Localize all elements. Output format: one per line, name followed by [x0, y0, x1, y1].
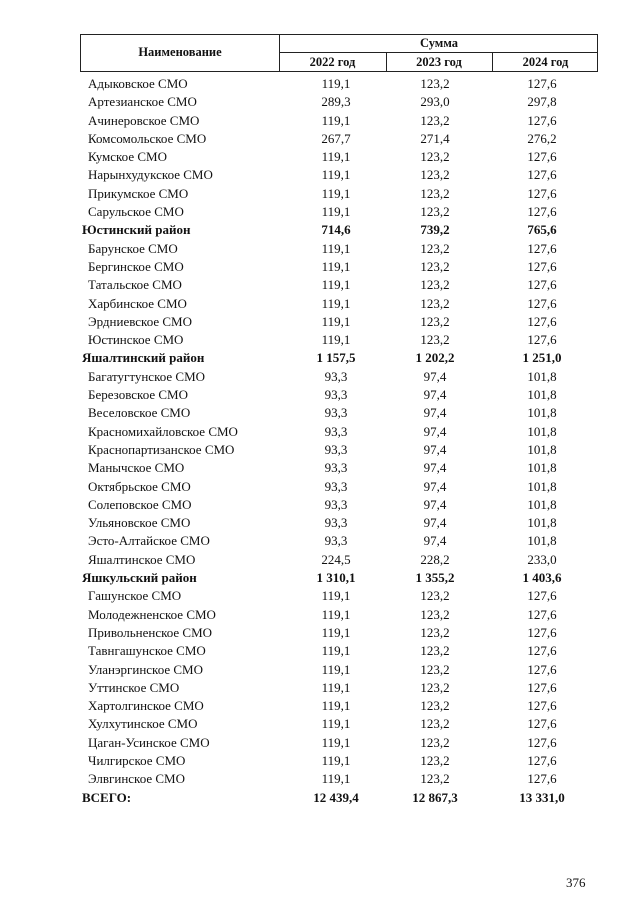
table-row [0, 698, 640, 716]
row-value-2022: 12 439,4 [313, 789, 359, 805]
row-value-2024: 101,8 [527, 478, 557, 494]
row-name: Эсто-Алтайское СМО [88, 533, 210, 549]
row-value-2023: 1 202,2 [415, 350, 455, 366]
row-value-2024: 127,6 [527, 606, 557, 622]
table-row [0, 460, 640, 478]
row-name: Юстинский район [82, 222, 191, 238]
row-value-2022: 119,1 [321, 112, 351, 128]
row-value-2022: 119,1 [321, 661, 351, 677]
row-value-2023: 123,2 [420, 295, 450, 311]
row-value-2024: 127,6 [527, 332, 557, 348]
row-name: Уттинское СМО [88, 679, 180, 695]
row-value-2022: 119,1 [321, 624, 351, 640]
row-value-2023: 97,4 [423, 515, 447, 531]
row-value-2022: 119,1 [321, 167, 351, 183]
table-row [0, 753, 640, 771]
row-value-2024: 127,6 [527, 258, 557, 274]
row-value-2023: 228,2 [420, 551, 450, 567]
row-value-2024: 101,8 [527, 423, 557, 439]
table-row [0, 497, 640, 515]
row-name: Сарульское СМО [88, 204, 184, 220]
row-value-2023: 1 355,2 [415, 570, 455, 586]
row-name: Краснопартизанское СМО [88, 441, 235, 457]
row-name: Яшалтинское СМО [88, 551, 196, 567]
row-value-2024: 276,2 [527, 130, 557, 146]
row-value-2022: 714,6 [321, 222, 351, 238]
row-value-2023: 123,2 [420, 752, 450, 768]
row-value-2023: 97,4 [423, 460, 447, 476]
row-value-2022: 93,3 [324, 533, 348, 549]
row-value-2023: 12 867,3 [412, 789, 458, 805]
row-name: Красномихайловское СМО [88, 423, 238, 439]
row-value-2024: 233,0 [527, 551, 557, 567]
row-name: Уланэргинское СМО [88, 661, 204, 677]
row-value-2022: 119,1 [321, 295, 351, 311]
row-value-2024: 13 331,0 [519, 789, 565, 805]
table-row-total [0, 222, 640, 240]
row-value-2024: 297,8 [527, 94, 557, 110]
table-row [0, 643, 640, 661]
row-value-2024: 101,8 [527, 515, 557, 531]
table-row [0, 369, 640, 387]
row-value-2024: 1 251,0 [522, 350, 562, 366]
table-row [0, 131, 640, 149]
row-name: Багатугтунское СМО [88, 368, 206, 384]
table-row [0, 167, 640, 185]
table-row [0, 552, 640, 570]
row-value-2023: 123,2 [420, 698, 450, 714]
row-name: Яшалтинский район [82, 350, 205, 366]
row-value-2022: 119,1 [321, 606, 351, 622]
row-value-2023: 123,2 [420, 679, 450, 695]
row-value-2024: 127,6 [527, 76, 557, 91]
table-row-total [0, 350, 640, 368]
table-row [0, 94, 640, 112]
row-name: Привольненское СМО [88, 624, 213, 640]
row-value-2023: 123,2 [420, 716, 450, 732]
table-row [0, 424, 640, 442]
row-value-2023: 97,4 [423, 368, 447, 384]
row-value-2022: 1 157,5 [316, 350, 356, 366]
row-value-2022: 224,5 [321, 551, 351, 567]
row-value-2024: 127,6 [527, 588, 557, 604]
row-value-2023: 123,2 [420, 240, 450, 256]
row-value-2024: 101,8 [527, 441, 557, 457]
row-value-2022: 93,3 [324, 515, 348, 531]
row-name: Хартолгинское СМО [88, 698, 204, 714]
row-value-2023: 271,4 [420, 130, 450, 146]
row-name: Барунское СМО [88, 240, 178, 256]
table-row [0, 204, 640, 222]
table-row [0, 771, 640, 789]
table-row-total [0, 570, 640, 588]
row-value-2023: 123,2 [420, 771, 450, 787]
row-value-2022: 93,3 [324, 368, 348, 384]
row-value-2023: 97,4 [423, 405, 447, 421]
table-row [0, 332, 640, 350]
row-value-2024: 127,6 [527, 679, 557, 695]
row-value-2022: 119,1 [321, 771, 351, 787]
row-name: Татальское СМО [88, 277, 182, 293]
row-value-2022: 119,1 [321, 752, 351, 768]
row-value-2024: 127,6 [527, 295, 557, 311]
row-value-2023: 123,2 [420, 258, 450, 274]
header-year-2022: 2022 год [309, 55, 356, 69]
table-row [0, 735, 640, 753]
table-row [0, 296, 640, 314]
row-value-2022: 267,7 [321, 130, 351, 146]
row-value-2022: 93,3 [324, 478, 348, 494]
row-value-2024: 101,8 [527, 368, 557, 384]
row-value-2022: 93,3 [324, 387, 348, 403]
row-value-2024: 127,6 [527, 313, 557, 329]
table-row [0, 479, 640, 497]
header-year-2024: 2024 год [522, 55, 569, 69]
row-value-2024: 127,6 [527, 185, 557, 201]
row-value-2024: 127,6 [527, 698, 557, 714]
row-value-2023: 123,2 [420, 661, 450, 677]
table-body [0, 76, 640, 808]
table-row [0, 588, 640, 606]
row-value-2023: 739,2 [420, 222, 450, 238]
row-value-2022: 119,1 [321, 277, 351, 293]
row-name: Юстинское СМО [88, 332, 184, 348]
row-value-2024: 127,6 [527, 167, 557, 183]
table-row [0, 113, 640, 131]
row-name: Эрдниевское СМО [88, 313, 192, 329]
row-value-2022: 119,1 [321, 76, 351, 91]
table-row [0, 314, 640, 332]
row-value-2022: 119,1 [321, 588, 351, 604]
row-name: Тавнгашунское СМО [88, 643, 206, 659]
row-value-2024: 127,6 [527, 661, 557, 677]
table-row [0, 442, 640, 460]
table-row [0, 662, 640, 680]
table-row [0, 533, 640, 551]
row-value-2024: 101,8 [527, 496, 557, 512]
row-name: Гашунское СМО [88, 588, 182, 604]
row-value-2023: 123,2 [420, 643, 450, 659]
row-name: Молодежненское СМО [88, 606, 216, 622]
row-value-2023: 123,2 [420, 277, 450, 293]
row-value-2024: 101,8 [527, 460, 557, 476]
row-value-2022: 119,1 [321, 313, 351, 329]
header-sum: Сумма [420, 36, 458, 50]
row-name: Комсомольское СМО [88, 130, 207, 146]
table-row-total [0, 790, 640, 808]
row-value-2023: 123,2 [420, 112, 450, 128]
row-value-2023: 123,2 [420, 606, 450, 622]
table-row [0, 76, 640, 94]
row-value-2024: 101,8 [527, 387, 557, 403]
row-value-2023: 123,2 [420, 204, 450, 220]
row-value-2022: 93,3 [324, 460, 348, 476]
table-row [0, 387, 640, 405]
table-row [0, 607, 640, 625]
table-row [0, 680, 640, 698]
row-value-2022: 289,3 [321, 94, 351, 110]
row-value-2024: 127,6 [527, 112, 557, 128]
page-number: 376 [566, 875, 586, 890]
row-value-2023: 123,2 [420, 149, 450, 165]
row-value-2022: 119,1 [321, 185, 351, 201]
row-value-2022: 119,1 [321, 149, 351, 165]
row-value-2024: 127,6 [527, 716, 557, 732]
row-name: Бергинское СМО [88, 258, 184, 274]
row-name: Ачинеровское СМО [88, 112, 200, 128]
row-value-2022: 119,1 [321, 734, 351, 750]
row-name: Яшкульский район [82, 570, 197, 586]
row-name: Элвгинское СМО [88, 771, 186, 787]
row-value-2023: 97,4 [423, 441, 447, 457]
row-name: Цаган-Усинское СМО [88, 734, 210, 750]
row-value-2023: 123,2 [420, 734, 450, 750]
row-name: Манычское СМО [88, 460, 185, 476]
row-value-2024: 127,6 [527, 643, 557, 659]
row-value-2023: 97,4 [423, 533, 447, 549]
row-value-2022: 93,3 [324, 423, 348, 439]
row-value-2024: 127,6 [527, 277, 557, 293]
row-name: Октябрьское СМО [88, 478, 191, 494]
row-value-2023: 123,2 [420, 313, 450, 329]
row-value-2022: 119,1 [321, 240, 351, 256]
row-name: Веселовское СМО [88, 405, 191, 421]
row-value-2022: 119,1 [321, 679, 351, 695]
row-value-2022: 119,1 [321, 204, 351, 220]
row-value-2023: 97,4 [423, 387, 447, 403]
row-value-2023: 97,4 [423, 423, 447, 439]
row-value-2024: 127,6 [527, 624, 557, 640]
row-name: Прикумское СМО [88, 185, 189, 201]
row-name: Березовское СМО [88, 387, 189, 403]
row-name: Хулхутинское СМО [88, 716, 198, 732]
row-value-2023: 123,2 [420, 332, 450, 348]
row-value-2023: 123,2 [420, 167, 450, 183]
row-name: ВСЕГО: [82, 789, 132, 805]
row-value-2024: 101,8 [527, 405, 557, 421]
table-row [0, 515, 640, 533]
table-row [0, 625, 640, 643]
header-divider [279, 52, 597, 53]
row-name: Кумское СМО [88, 149, 167, 165]
row-value-2022: 119,1 [321, 643, 351, 659]
table-row [0, 241, 640, 259]
row-value-2022: 93,3 [324, 496, 348, 512]
row-value-2024: 127,6 [527, 240, 557, 256]
row-name: Чилгирское СМО [88, 752, 186, 768]
row-value-2022: 119,1 [321, 258, 351, 274]
row-value-2022: 1 310,1 [316, 570, 356, 586]
row-name: Солеповское СМО [88, 496, 192, 512]
row-name: Адыковское СМО [88, 76, 188, 91]
row-value-2023: 293,0 [420, 94, 450, 110]
row-value-2024: 127,6 [527, 204, 557, 220]
row-value-2024: 127,6 [527, 734, 557, 750]
table-row [0, 277, 640, 295]
row-value-2024: 127,6 [527, 752, 557, 768]
row-value-2024: 127,6 [527, 149, 557, 165]
table-row [0, 405, 640, 423]
row-value-2023: 123,2 [420, 185, 450, 201]
row-value-2022: 119,1 [321, 716, 351, 732]
row-name: Харбинское СМО [88, 295, 187, 311]
header-year-2023: 2023 год [416, 55, 462, 69]
row-value-2022: 93,3 [324, 441, 348, 457]
table-row [0, 716, 640, 734]
row-value-2023: 97,4 [423, 478, 447, 494]
row-value-2022: 93,3 [324, 405, 348, 421]
row-value-2024: 127,6 [527, 771, 557, 787]
row-name: Нарынхудукское СМО [88, 167, 213, 183]
table-row [0, 149, 640, 167]
row-name: Ульяновское СМО [88, 515, 191, 531]
row-value-2022: 119,1 [321, 332, 351, 348]
table-row [0, 186, 640, 204]
table-header [80, 34, 598, 72]
row-value-2023: 123,2 [420, 624, 450, 640]
row-name: Артезианское СМО [88, 94, 197, 110]
row-value-2023: 97,4 [423, 496, 447, 512]
header-name: Наименование [138, 45, 222, 59]
row-value-2024: 765,6 [527, 222, 557, 238]
row-value-2022: 119,1 [321, 698, 351, 714]
table-row [0, 259, 640, 277]
row-value-2023: 123,2 [420, 588, 450, 604]
row-value-2023: 123,2 [420, 76, 450, 91]
row-value-2024: 1 403,6 [522, 570, 562, 586]
row-value-2024: 101,8 [527, 533, 557, 549]
